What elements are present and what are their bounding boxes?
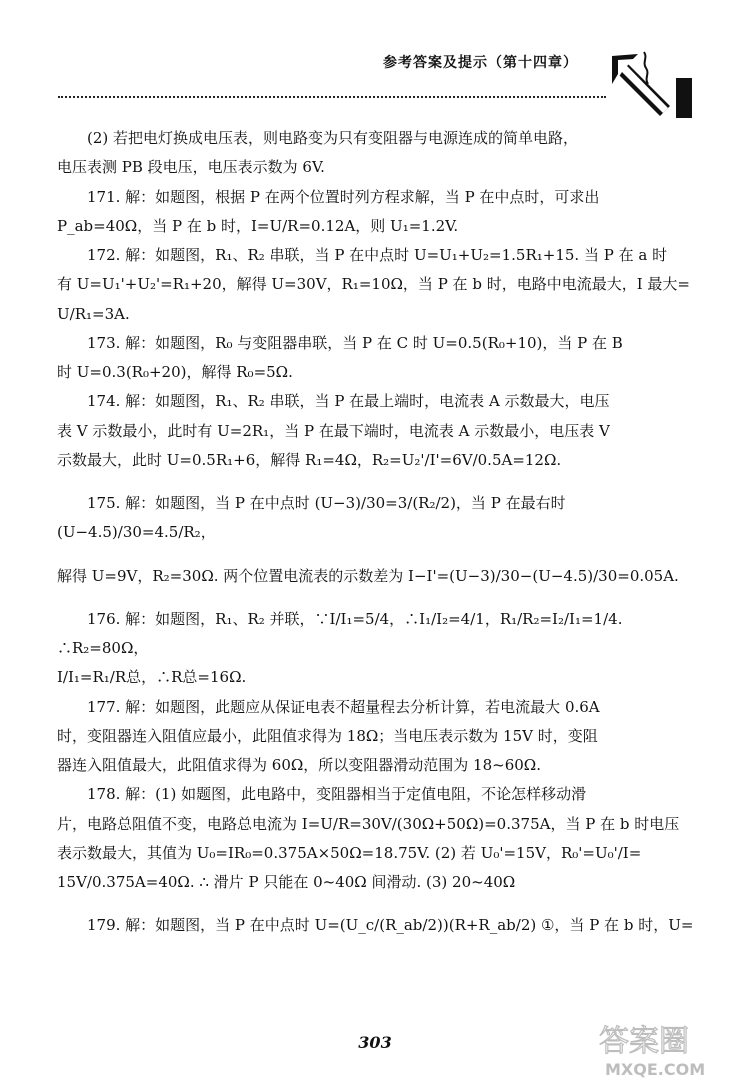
answer-line: 电压表测 PB 段电压，电压表示数为 6V. (57, 158, 325, 177)
answer-line: 172. 解：如题图，R₁、R₂ 串联，当 P 在中点时 U=U₁+U₂=1.5R₁+15. 当 P 在 a 时 (87, 246, 668, 264)
answer-line: P_ab=40Ω，当 P 在 b 时，I=U/R=0.12A，则 U₁=1.2V. (57, 216, 459, 235)
answer-line: 表 V 示数最小，此时有 U=2R₁，当 P 在最下端时，电流表 A 示数最小，电压表 V (57, 421, 610, 440)
answer-line: 178. 解：(1) 如题图，此电路中，变阻器相当于定值电阻，不论怎样移动滑 (87, 785, 587, 804)
watermark-logo-icon (595, 1017, 740, 1079)
chapter-title: 参考答案及提示（第十四章） (383, 55, 578, 71)
answer-line: 表示数最大，其值为 U₀=IR₀=0.375A×50Ω=18.75V. (2) 若 U₀'=15V，R₀'=U₀'/I= (57, 843, 642, 862)
watermark-cn: 答案圈 (599, 1024, 689, 1059)
answer-line: 15V/0.375A=40Ω. ∴ 滑片 P 只能在 0~40Ω 间滑动. (3) 20~40Ω (57, 873, 516, 891)
answer-line: 片，电路总阻值不变，电路总电流为 I=U/R=30V/(30Ω+50Ω)=0.375A，当 P 在 b 时电压 (57, 814, 680, 833)
answer-line: 解得 U=9V，R₂=30Ω. 两个位置电流表的示数差为 I−I'=(U−3)/30−(U−4.5)/30=0.05A. (57, 566, 679, 585)
arrow-icon (608, 48, 698, 122)
answer-line: (2) 若把电灯换成电压表，则电路变为只有变阻器与电源连成的简单电路， (87, 129, 579, 147)
answer-line: U/R₁=3A. (57, 304, 130, 323)
answer-line: I/I₁=R₁/R总，∴R总=16Ω. (57, 668, 247, 687)
answer-line: 174. 解：如题图，R₁、R₂ 串联，当 P 在最上端时，电流表 A 示数最大，电压 (87, 392, 610, 411)
answer-line: 有 U=U₁'+U₂'=R₁+20，解得 U=30V，R₁=10Ω，当 P 在 b 时，电路中电流最大，I 最大= (57, 275, 690, 294)
page-header (58, 40, 698, 120)
answer-content (57, 124, 697, 941)
answer-line: 179. 解：如题图，当 P 在中点时 U=(U_c/(R_ab/2))(R+R_ab/2) ①，当 P 在 b 时，U= (87, 916, 694, 935)
answer-line: 173. 解：如题图，R₀ 与变阻器串联，当 P 在 C 时 U=0.5(R₀+10)，当 P 在 B (87, 333, 623, 352)
answer-line: 171. 解：如题图，根据 P 在两个位置时列方程求解，当 P 在中点时，可求出 (87, 187, 600, 206)
answer-line: 示数最大，此时 U=0.5R₁+6，解得 R₁=4Ω，R₂=U₂'/I'=6V/0.5A=12Ω. (57, 450, 562, 469)
answer-line: 176. 解：如题图，R₁、R₂ 并联，∵I/I₁=5/4，∴I₁/I₂=4/1，R₁/R₂=I₂/I₁=1/4. ∴R₂=80Ω， (57, 609, 623, 657)
answer-line: 175. 解：如题图，当 P 在中点时 (U−3)/30=3/(R₂/2)，当 P 在最右时 (U−4.5)/30=4.5/R₂， (57, 494, 566, 542)
answer-line: 时，变阻器连入阻值应最小，此阻值求得为 18Ω；当电压表示数为 15V 时，变阻 (57, 726, 598, 745)
answer-line: 时 U=0.3(R₀+20)，解得 R₀=5Ω. (57, 363, 293, 381)
watermark-en: MXQE.COM (605, 1060, 706, 1079)
header-dotted-rule (58, 96, 606, 98)
answer-line: 177. 解：如题图，此题应从保证电表不超量程去分析计算，若电流最大 0.6A (87, 697, 600, 716)
page-number: 303 (358, 1033, 392, 1052)
answer-line: 器连入阻值最大，此阻值求得为 60Ω，所以变阻器滑动范围为 18~60Ω. (57, 756, 542, 774)
